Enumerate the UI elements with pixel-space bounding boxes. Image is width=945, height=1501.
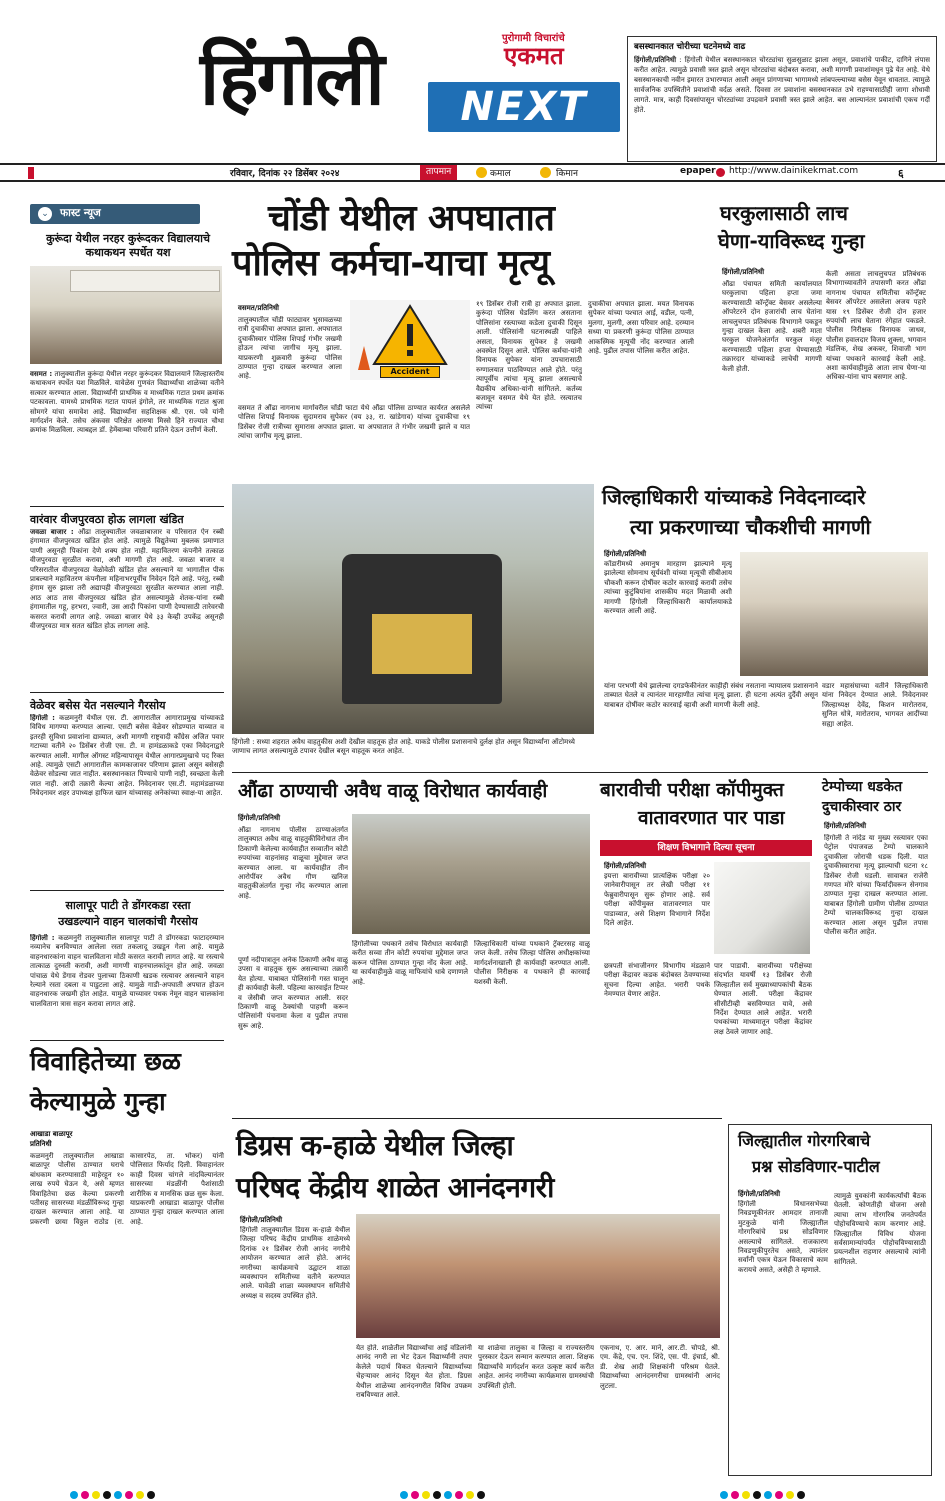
gharkul-byline: हिंगोली/प्रतिनिधी — [722, 268, 765, 276]
gorgarib-body-1: हिंगोली विधानसभेच्या निवडणूकीनंतर आमदार तानाजी मुटकुळे यांनी जिल्ह्यातील गोरगरिबांचे प्रश्न सोडविणार असल्याचे सांगितले. राजकारण निवडणुकीपुरतेच असते, त्यानंतर सर्वांनी एकत्र येऊन विकासाचे काम करायचे असते, असेही ते म्हणाले. — [738, 1200, 828, 1274]
lead-headline-2: पोलिस कर्मचा-याचा मृत्यू — [232, 243, 550, 284]
exam-byline: हिंगोली/प्रतिनिधी — [604, 862, 647, 870]
gorgarib-headline-2: प्रश्न सोडविणार-पाटील — [752, 1157, 880, 1176]
fast-news-headline-4a: सालापूर पाटी ते डोंगरकडा रस्ता — [65, 899, 191, 912]
tempo-body: हिंगोली ते नांदेड या मुख्य रस्त्यावर एका पेट्रोल पंपाजवळ टेम्पो चालकाने दुचाकीला जोराची धडक दिली. यात दुचाकीस्वाराचा मृत्यू झाल्याची घटना १८ डिसेंबर रोजी घडली. सावाबत राजेरी गणपत मोरे यांच्या फिर्यादीवरून सेनगाव ठाण्यात गुन्हा दाखल करण्यात आला. याबाबत हिंगोली ग्रामीण पोलीस ठाण्यात टेम्पो चालकाविरूध्द गुन्हा दाखल करण्यात आला असून पुढील तपास पोलीस करीत आहेत. — [824, 834, 928, 937]
collector-body-2: यांना परभणी येथे झालेल्या दगडफेकीनंतर काहीही संबंध नसताना न्यायालय प्रशासनाने ताब्यात घेतले व त्यानंतर मारहाणीत त्यांचा मृत्यू झाला. ही घटना अत्यंत दुर्दैवी असून याबाबत दोषींवर कठोर कारवाई व्हावी अशी मागणी केली आहे. — [604, 682, 818, 709]
epaper-icon — [716, 168, 725, 177]
sun-icon-2 — [540, 167, 551, 178]
lead-body-2: वसमत ते औंढा नागनाथ मार्गावरील चोंडी फाटा येथे औंढा पोलिस ठाण्यात कार्यरत असलेले पोलिस शिपाई विनायक सुदामराव सुपेकर (वय ३३, रा. खांडेगाव) यांच्या दुचाकीचा १९ डिसेंबर रोजी रात्रीच्या सुमारास अपघात झाला. या अपघातात ते गंभीर जखमी झाले व यात त्यांचा जागीच मृत्यू झाला. — [238, 404, 470, 441]
divider — [30, 692, 224, 693]
sun-icon — [476, 167, 487, 178]
divider — [30, 1040, 224, 1041]
fast-news-3-byline: हिंगोली : — [30, 714, 55, 722]
harassment-headline-1: विवाहितेच्या छळ — [30, 1047, 181, 1076]
gharkul-body-2: केली असता लाचलुचपत प्रतिबंधक विभागाच्यावतीने तपासणी करत औंढा नागनाथ पंचायत समितीचा कॉन्ट्रॅक्ट बेसवर ऑपरेटर असलेला अजय पहारे यास १९ डिसेंबर रोजी दोन हजार रुपयांची लाच घेताना रंगेहात पकडले. पोलीस निरीक्षक विनायक जाधव, पोलीस हवालदार विजय शुक्ला, भगवान मंडलिक, शेख अकबर, शिवाजी भाग यांच्या पथकाने कारवाई केली आहे. अशा कार्यवाहीमुळे आता लाच घेणा-या अधिका-यांना चाप बसणार आहे. — [826, 270, 926, 382]
registration-marks-left — [70, 1484, 270, 1494]
divider — [232, 1118, 722, 1119]
exam-body-3: पार पाडावी. बारावीच्या परीक्षेच्या संदर्भात यावर्षी १३ डिसेंबर रोजी जिल्हातील सर्व मुख्याध्यापकांची बैठक घेण्यात आली. परीक्षा केंद्रावर सीसीटीव्ही बसविण्यात यावे, असे निर्देश देण्यात आले आहेत. भरारी पथकांच्या माध्यमातून परीक्षा केंद्रांवर लक्ष ठेवले जाणार आहे. — [714, 962, 812, 1036]
masthead-tagline: पुरोगामी विचारांचे — [502, 33, 565, 44]
harassment-byline-2: प्रतिनिधी — [30, 1140, 52, 1148]
aundha-body-2: पूर्णा नदीपात्रातून अनेक ठिकाणी अवैध वाळू उपसा व वाहतूक सुरू असल्याच्या तक्रारी येत होत्या. याबाबत पोलिसांनी गस्त घालून ही कार्यवाही केली. पहिल्या कारवाईत टिप्पर व जेसीबी जप्त करण्यात आली. सदर ठिकाणी वाळू ठेक्यांची पाहणी करून पोलिसांनी पंचनामा केला व पुढील तपास सुरू आहे. — [238, 956, 348, 1030]
top-right-story — [627, 36, 937, 162]
website-url[interactable]: http://www.dainikekmat.com — [729, 166, 859, 176]
tempo-headline-2: दुचाकीस्वार ठार — [822, 799, 902, 815]
fast-news-4-body: कळमनुरी तालुक्यातील सालापूर पाटी ते डोंगरकडा फाटादरम्यान नव्यानेच बनविण्यात आलेला रस्ता तकलादू उखडून गेला आहे. यामुळे वाहनधारकांना वाहन चालविताना मोठी कसरत करावी लागत आहे. या रस्त्याचे तात्काळ दुरुस्ती करावी, अशी मागणी वाहनचालकांतून होत आहे. जवळा पांचाळ येथे डेंगाव रोडवर पुलाच्या ठिकाणी खडक रस्त्यावर असल्याने वाहन रेल्याने रस्ता दबला व पाडुटला आहे. यामुळे गाडी-अपघाती अपघात होऊन वाहनधारक जखमी होत आहेत. यामुळे याच्यावर पथक नेमून वाहन चालकांना चालविताना त्रास सहन करावा लागत आहे. — [30, 934, 224, 1008]
aundha-byline: हिंगोली/प्रतिनिधी — [238, 814, 281, 822]
aundha-body-3: हिंगोलीच्या पथकाने तसेच विरोधात कार्यवाही करीत सव्वा तीन कोटी रुपयांचा मुद्देमाल जप्त करून पोलिस ठाण्यात गुन्हा नोंद केला आहे. या कार्यवाहीमुळे वाळू माफियांचे धाबे दणाणले आहे. — [352, 940, 468, 986]
masthead-next-text: NEXT — [460, 84, 588, 130]
fast-news-2-body: औंढा तालुक्यातील जवळाबाजार व परिसरात ऐन रब्बी हंगामात वीजपुरवठा खंडित होत आहे. त्यामुळे विद्युतेच्या मुबलक प्रमाणात पाणी असूनही पिकांना देणे शक्य होत नाही. महावितरण कंपनीने तत्काळ वीजपुरवठा सुरळीत करावा, अशी मागणी होत आहे. जवळा बाजार व परिसरातील वीजपुरवठा वेळोवेळी खंडित होत असल्याने या भागातील पीक प्राबल्याने महावितरण कंपनीला महिनाभरपूर्वीच निवेदन दिले आहे. परंतु, रब्बी हंगाम सुरु झाला तरी अद्यापही वीजपुरवठा सुरळीत करण्यात आला नाही. आठ आठ तास वीजपुरवठा खंडित होत असल्यामुळे शेतक-यांना रब्बी हंगामातील गहू, हरभरा, ज्वारी, उस आदी पिकांना पाणी देण्यासाठी तारेवरची कसरत करावी लागत आहे. जवळा बाजार येथे ३३ केव्ही उपकेंद्र असूनही वीजपुरवठा मात्र सतत खंडित होऊ लागला आहे. — [30, 528, 224, 631]
gharkul-body-1: औंढा पंचायत समिती कार्यालयात घरकुलाचा पहिला हप्ता जमा करण्यासाठी कॉन्ट्रॅक्ट बेसवर असलेल्या ऑपरेटरने दोन हजारांची लाच घेतांना लाचलुचपत प्रतिबंधक विभागाने पकडून गुन्हा दाखल केला आहे. शबरी माता घरकुल योजनेअंतर्गत घरकुल मंजूर करण्यासाठी पहिला हप्ता घेण्यासाठी तक्रारदार यांच्याकडे लाचेची मागणी केली होती. — [722, 280, 822, 373]
digras-body-4: एकनाथ, ए. आर. माने, आर.टी. चोपडे, श्री. एम. केंद्रे, एच. एन. शिंदे, एस. पी. इंचार्ड, श्री. डी. शेख आदी शिक्षकांनी परिश्रम घेतले. विद्यार्थ्यांच्या आनंदनगरीचा ग्रामस्थांनी आनंद लुटला. — [600, 1344, 720, 1390]
accident-label: Accident — [380, 366, 440, 378]
weather-label: तापमान — [420, 165, 457, 180]
registration-marks-right — [720, 1484, 920, 1494]
digras-headline-2: परिषद केंद्रीय शाळेत आनंदनगरी — [236, 1171, 554, 1204]
gharkul-headline-2: घेणा-याविरूध्द गुन्हा — [718, 229, 865, 253]
divider — [30, 890, 224, 891]
exam-banner: शिक्षण विभागाने दिल्या सूचना — [600, 840, 812, 856]
accident-graphic — [350, 300, 470, 380]
fast-news-2-byline: जवळा बाजार : — [30, 528, 74, 536]
masthead-title: हिंगोली — [200, 36, 383, 122]
exam-writing-photo — [714, 862, 810, 954]
lead-byline: वसमत/प्रतिनिधी — [238, 304, 279, 312]
lead-body-3: १९ डिसेंबर रोजी रात्री हा अपघात झाला. कुरूंदा पोलिस घेडलिंग करत असताना पोलिसांना रस्त्याच्या कडेला दुचाकी दिसून आली. पोलिसांनी घटनास्थळी पाहिले असता, विनायक सुपेकर हे जखमी अवस्थेत दिसून आले. पोलिस कर्मचा-यांनी विनायक सुपेकर यांना उपचारासाठी रुग्णालयात पाठविण्यात आले होते. परंतु त्यापूर्वीच त्यांचा मृत्यू झाला असल्याचे वैद्यकीय अधिका-यांनी सांगितले. कर्तव्य बजावून वसमत येथे येत होते. रस्त्यातच त्यांच्या — [476, 300, 582, 412]
fast-news-label-box — [30, 204, 200, 224]
top-right-byline: हिंगोली/प्रतिनिधी — [634, 56, 677, 64]
aundha-headline: औंढा ठाण्याची अवैध वाळू विरोधात कार्यवाही — [238, 780, 548, 802]
exam-body-1: इयत्ता बारावीच्या प्रात्यक्षिक परीक्षा २० जानेवारीपासून तर लेखी परीक्षा ११ फेब्रुवारीपासून सुरू होणार आहे. सर्व परीक्षा कॉपीमुक्त वातावरणात पार पाडाव्यात, असे शिक्षण विभागाने निर्देश दिले आहेत. — [604, 872, 710, 928]
digras-headline-1: डिग्रस क-हाळे येथील जिल्हा — [236, 1129, 514, 1162]
fast-news-1-byline: वसमत : — [30, 370, 53, 378]
epaper-label: epaper — [680, 166, 716, 176]
exam-body-2: छत्रपती संभाजीनगर विभागीय मंडळाने परीक्षा केंद्रावर कडक बंदोबस्त ठेवण्याच्या सूचना दिल्या आहेत. भरारी पथके नेमण्यात येणार आहेत. — [604, 962, 710, 999]
fast-news-headline-4b: उखडल्याने वाहन चालकांची गैरसोय — [58, 915, 198, 928]
collector-headline-2: त्या प्रकरणाच्या चौकशीची मागणी — [630, 515, 871, 539]
digras-body-1: हिंगोली तालुक्यातील डिग्रस क-हाळे येथील जिल्हा परिषद केंद्रीय प्राथमिक शाळेमध्ये दिनांक २१ डिसेंबर रोजी आनंद नगरीचे आयोजन करण्यात आले होते. आनंद नगरीच्या कार्यक्रमाचे उद्घाटन शाळा व्यवस्थापन समितीच्या वतीने करण्यात आले. यावेळी शाळा व्यवस्थापन समितीचे अध्यक्ष व सदस्य उपस्थित होते. — [240, 1226, 350, 1300]
divider — [30, 506, 224, 507]
aundha-body-4: जिल्हाधिकारी यांच्या पथकाने ट्रॅक्टरसह वाळू जप्त केली. तसेच जिल्हा पोलिस अधीक्षकांच्या मार्गदर्शनाखाली ही कार्यवाही करण्यात आली. पोलीस निरीक्षक व पथकाने ही कारवाई यशस्वी केली. — [474, 940, 590, 986]
collector-byline: हिंगोली/प्रतिनिधी — [604, 550, 647, 558]
digras-body-2: येत होते. शाळेतील विद्यार्थ्यांचा आई वडिलांनी आनंद नगरी ला भेट देऊन विद्यार्थ्यांनी तयार केलेले पदार्थ विकत घेतल्याने विद्यार्थ्यांच्या चेहऱ्यावर आनंद दिसून येत होता. डिग्रस येथील शाळेच्या आनंदनगरीत विविध उपक्रम राबविण्यात आले. — [356, 1344, 472, 1400]
big-photo-caption: हिंगोली : सध्या शहरात अवैध वाहतुकीस अशी देखील वाहतूक होत आहे. याकडे पोलीस प्रशासनाचे दुर्लक्ष होत असून विद्यार्थ्यांना ऑटोमध्ये जाणाच लागत असल्यामुळे टपावर देखील बसून वाहतूक करत आहेत. — [232, 738, 575, 755]
fast-news-1-body: तालुक्यातील कुरूंदा येथील नरहर कुरूंदकर विद्यालयाने जिल्हास्तरीय कथाकथन स्पर्धेत यश मिळविले. यावेळेस गुणवंत विद्यार्थ्यांचा शाळेच्या वतीने सत्कार करण्यात आला. विद्यार्थ्यांनी प्राथमिक व माध्यमिक गटात प्रथम क्रमांक पटकावला. यामध्ये प्राथमिक गटात पायलं इंगोले, तर माध्यमिक गटात श्रुजा सोमगरे यांचा समावेश आहे. विद्यार्थ्यांना सहशिक्षक श्री. एस. पवे यांनी मार्गदर्शन केले. तसेच अंकवस परिक्षेत आरुषा मिस्से हिने राज्यात चौथा क्रमांक मिळविला. त्याबद्दल डॉ. हेमेंबाम्बा परिवारी प्रतिने देऊन उत्तीर्ण केली. — [30, 370, 224, 435]
gorgarib-headline-1: जिल्ह्यातील गोरगरिबाचे — [738, 1131, 871, 1150]
harassment-headline-2: केल्यामुळे गुन्हा — [30, 1087, 166, 1116]
fast-news-4-byline: हिंगोली : — [30, 934, 55, 942]
harassment-byline-1: आखाडा बाळापूर — [30, 1130, 73, 1138]
dateline-date: रविवार, दिनांक २२ डिसेंबर २०२४ — [230, 169, 340, 179]
fast-news-headline-2: वारंवार वीजपुरवठा होऊ लागला खंडित — [30, 513, 184, 526]
collector-body-3: वडार महासंघाच्या वतीने जिल्हाधिकारी यांना निवेदन देण्यात आले. निवेदनावर जिल्हाध्यक्ष देवेंद्र, किशन मारोतराव, सुनिल धोत्रे, मारोतराव, भागवत आदींच्या सह्या आहेत. — [822, 682, 928, 728]
gharkul-headline-1: घरकुलासाठी लाच — [720, 201, 849, 225]
dateline-bar — [0, 163, 945, 182]
lead-body-4: दुचाकीचा अपघात झाला. मयत विनायक सुपेकर यांच्या पश्चात आई, वडील, पत्नी, मुलगा, मुलगी, असा परिवार आहे. दरम्यान सध्या या प्रकरणी कुरूंदा पोलिस ठाण्यात आकस्मिक मृत्यूची नोंद करण्यात आली आहे. पुढील तपास पोलिस करीत आहेत. — [588, 300, 694, 356]
digras-body-3: या शाळेचा तालुका व जिल्हा व राज्यस्तरीय पुरस्कार देऊन सन्मान करण्यात आला. शिक्षक विद्यार्थ्यांचे मार्गदर्शन करत उत्कृष्ट कार्य करीत आहेत. आनंद नगरीच्या कार्यक्रमास ग्रामस्थांची उपस्थिती होती. — [478, 1344, 594, 1390]
exam-headline-1: बारावीची परीक्षा कॉपीमुक्त — [600, 779, 784, 801]
sand-heap-photo — [352, 814, 590, 934]
fast-news-headline-1: कुरूंदा येथील नरहर कुरूंदकर विद्यालयाचे कथाकथन स्पर्धेत यश — [46, 232, 210, 259]
overloaded-auto-photo — [232, 484, 594, 734]
digras-byline: हिंगोली/प्रतिनिधी — [240, 1216, 283, 1224]
auto-rickshaw-panel — [372, 614, 472, 674]
fast-news-3-body: कळमनुरी येथील एस. टी. आगारातील आगाराप्रमुख यांच्याकडे विविध मागण्या करण्यात आल्या. एसटी बसेस वेळेवर सोडण्यात याव्यात व इतरही सुविधा प्रवाशांना द्याव्यात, अशी मागणी राष्ट्रवादी काँग्रेस अजित पवार गटाच्या वतीने २० डिसेंबर रोजी एस. टी. म हामंडळाकडे एका निवेदनाद्वारे करण्यात आली. मागील ऑगस्ट महिन्यापासून येथील आगारप्रमुखाचे पद रिक्त आहे. त्यामुळे एसटी आगारातील कामकाजावर परिणाम झाला असून बसेसही वेळेवर सोडल्या जात नाहीत. बसस्थानकात पिण्याचे पाणी नाही, स्वच्छता केली जात नाही. आदी तक्रारी केल्या आहेत. निवेदनावर एस.टी. महामंडळाच्या निवेदनावर शहर उपाध्यक्ष हाफिज खान यांच्यासह अनेकांच्या स्वाक्ष-या आहेत. — [30, 714, 224, 798]
tempo-headline-1: टेम्पोच्या धडकेत — [822, 779, 903, 795]
top-right-headline: बसस्थानकात चोरीच्या घटनेमध्ये वाढ — [634, 42, 746, 52]
masthead-next-logo — [428, 82, 620, 132]
page-number: ६ — [898, 167, 904, 180]
school-fair-photo — [356, 1214, 720, 1338]
top-right-body: : हिंगोली येथील बसस्थानकात चोरट्यांचा सुळसुळाट झाला असून, प्रवाशांचे पाकीट, दागिने लंपास करीत आहेत. त्यामुळे प्रवासी त्रस्त झाले असून चोरट्यांचा बंदोबस्त करावा, अशी मागणी प्रवाशांमधून पुढे येत आहे. येथे बसस्थानकाची नवीन इमारत उभारण्यात आली असून प्रांगणाच्या भागामध्ये लांबपल्ल्याच्या बसेस येवून धावतात. त्यामुळे सार्वजनिक उपस्थितीने प्रवाशांची वर्दळ असते. दिवसा तर प्रवाशांना बसस्थानकात उभे राहण्यासाठीही जागा शोधावी लागते. मात्र, काही दिवसांपासून चोरट्यांच्या उपद्रवाने प्रवासी त्रस्त झाले आहेत. बस आल्यानंतर प्रवाशांची एकच गर्दी होते. — [634, 56, 930, 114]
lead-headline-1: चोंडी येथील अपघातात — [268, 198, 555, 239]
fast-news-headline-3: वेळेवर बसेस येत नसल्याने गैरसोय — [30, 699, 166, 712]
exam-headline-2: वातावरणात पार पाडा — [638, 807, 785, 829]
chevron-down-icon: ⌄ — [38, 207, 52, 221]
harassment-body: कळमनुरी तालुक्यातील आखाडा बाळापूर पोलीस ठाण्यात घराचे बांधकाम करण्यासाठी माहेरहून १० लाख रुपये घेऊन ये, असे म्हणत विवाहितेचा छळ केल्या प्रकरणी पतीसह सासरच्या मंडळींविरूध्द गुन्हा दाखल करण्यात आला आहे. या प्रकरणी छाया विठ्ठल राठोड (रा. कासारपेठ, ता. भोकर) यांनी पोलिसात फिर्याद दिली. विवाहानंतर काही दिवस चांगले नांदविल्यानंतर सासरच्या मंडळींनी पैशांसाठी शारीरिक व मानसिक छळ सुरू केला. याप्रकरणी आखाडा बाळापूर पोलीस ठाण्यात गुन्हा दाखल करण्यात आला आहे. — [30, 1152, 224, 1226]
school-students-photo — [30, 266, 222, 364]
collector-body-1: कोंडारीमध्ये अमानुष मारहाण झाल्याने मृत्यू झालेल्या सोमनाथ सूर्यवंशी यांच्या मृत्यूची सीबीआय चौकशी करून दोषींवर कठोर कारवाई करावी तसेच त्यांच्या कुटुंबियांना शासकीय मदत मिळावी अशी मागणी हिंगोली जिल्हाधिकारी कार्यालयाकडे करण्यात आली आहे. — [604, 560, 732, 616]
collector-headline-1: जिल्हाधिकारी यांच्याकडे निवेदनाव्दारे — [602, 485, 866, 509]
gorgarib-body-2: त्यामुळे युवकांनी कार्यकर्त्यांची बैठक घेतली. कोणतीही योजना असो त्याचा लाभ गोरगरिब जनतेपर्यंत पोहोचविण्याचे काम करणार आहे. जिल्ह्यातील विविध योजना सर्वसामान्यांपर्यंत पोहोचविण्यासाठी प्रयत्नशील राहणार असल्याचे त्यांनी सांगितले. — [834, 1192, 926, 1266]
weather-min: किमान — [556, 169, 578, 179]
registration-marks-center — [400, 1484, 600, 1494]
masthead-brand: एकमत — [504, 42, 564, 70]
tempo-byline: हिंगोली/प्रतिनिधी — [824, 822, 867, 830]
fast-news-label: फास्ट न्यूज — [60, 207, 101, 219]
gorgarib-byline: हिंगोली/प्रतिनिधी — [738, 1190, 781, 1198]
delegation-photo — [740, 552, 928, 676]
divider — [232, 772, 928, 773]
aundha-body-1: औंढा नागनाथ पोलीस ठाण्याअंतर्गत तालुक्यात अवैध वाळू वाहतुकीविरोधात तीन ठिकाणी केलेल्या कार्यवाहीत सव्वातीन कोटी रुपयांच्या वाहनांसह वाळूचा मुद्देमाल जप्त करण्यात आला. या कार्यवाहीत तीन आरोपींवर अवैध गौण खनिज वाहतुकीअंतर्गत गुन्हा नोंद करण्यात आला आहे. — [238, 826, 348, 900]
weather-max: कमाल — [490, 169, 511, 179]
lead-body-1: तालुक्यातील चोंडी फाट्यावर भुसावळच्या रात्री दुचाकीचा अपघात झाला. अपघातात दुचाकीस्वार पोलिस शिपाई गंभीर जखमी होऊन त्यांचा जागीच मृत्यू झाला. याप्रकरणी शुक्रवारी कुरूंदा पोलिस ठाण्यात गुन्हा दाखल करण्यात आला आहे. — [238, 316, 342, 381]
school-banner — [70, 270, 220, 292]
dateline-accent — [28, 167, 34, 179]
